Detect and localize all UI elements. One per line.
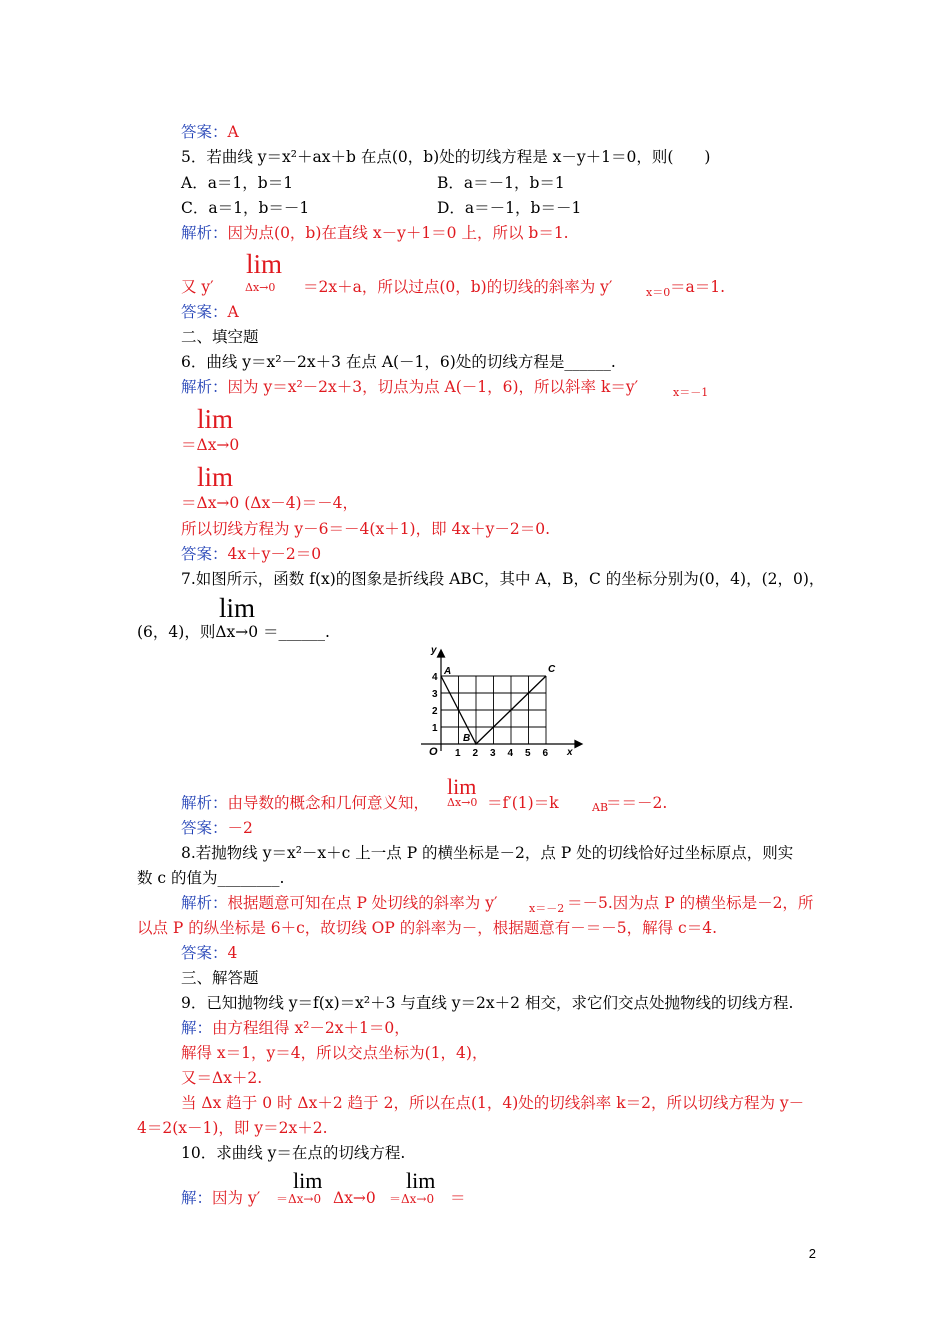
limit-subscript: ＝Δx→0 (276, 1192, 322, 1206)
limit-subscript: ＝Δx→0 (389, 1192, 435, 1206)
analysis-label: 解析： (181, 378, 228, 396)
analysis-7-tail2 (606, 793, 667, 813)
x-axis-label: x (567, 747, 573, 758)
answer-6 (181, 544, 321, 564)
question-9: 9．已知抛物线 y＝f(x)＝x²＋3 与直线 y＝2x＋2 相交，求它们交点处抛物线的切线方程. (181, 994, 794, 1012)
section-solution: 三、解答题 (181, 969, 259, 987)
analysis-text: ＝a＝1. (670, 278, 726, 296)
eval-subscript: x＝0 (646, 286, 671, 299)
solution-10-line1 (181, 1188, 260, 1208)
x-tick-label: 2 (472, 748, 479, 759)
solution-label: 解： (181, 1189, 213, 1207)
answer-8 (181, 943, 237, 963)
solution-text: ＝ (450, 1189, 466, 1207)
option-a: A．a＝1，b＝1 (181, 174, 294, 192)
analysis-5-line2 (181, 277, 214, 297)
analysis-8-line2: 以点 P 的纵坐标是 6＋c，故切线 OP 的斜率为－，根据题意有－＝－5，解得 c＝4. (137, 919, 718, 937)
analysis-label: 解析： (181, 224, 228, 242)
question-8-line1: 8.若抛物线 y＝x²－x＋c 上一点 P 的横坐标是－2，点 P 处的切线恰好过坐标原点，则实 (181, 844, 794, 862)
solution-10-tail (450, 1188, 466, 1208)
x-tick-label: 5 (525, 748, 531, 759)
solution-9-line5: 4＝2(x－1)，即 y＝2x＋2. (137, 1119, 328, 1137)
solution-label: 解： (181, 1019, 213, 1037)
limit-symbol: lim (197, 462, 234, 492)
limit-symbol: lim (447, 774, 477, 799)
limit-subscript: Δx→0 (245, 281, 276, 294)
y-tick-label: 1 (432, 723, 438, 734)
analysis-5-line2-tail (670, 277, 725, 297)
function-graph-figure (413, 643, 593, 761)
solution-9-line2: 解得 x＝1，y＝4，所以交点坐标为(1，4)， (181, 1044, 488, 1062)
answer-4 (181, 122, 239, 142)
analysis-5-line2-rest (303, 277, 612, 297)
option-c: C．a＝1，b＝－1 (181, 199, 310, 217)
analysis-text: 由导数的概念和几何意义知， (227, 794, 430, 812)
question-7-line1: 7.如图所示，函数 f(x)的图象是折线段 ABC，其中 A，B，C 的坐标分别为(0，4)，(2，0)， (181, 570, 825, 588)
analysis-7 (181, 793, 429, 813)
answer-label: 答案： (181, 819, 228, 837)
solution-9-line4: 当 Δx 趋于 0 时 Δx＋2 趋于 2，所以在点(1，4)处的切线斜率 k＝2，所以切线方程为 y－ (181, 1094, 805, 1112)
x-tick-label: 1 (455, 748, 461, 759)
answer-label: 答案： (181, 944, 228, 962)
analysis-label: 解析： (181, 794, 228, 812)
answer-label: 答案： (181, 545, 228, 563)
option-d: D．a＝－1，b＝－1 (437, 199, 582, 217)
limit-symbol: lim (293, 1168, 323, 1193)
analysis-6-line4: 所以切线方程为 y－6＝－4(x＋1)，即 4x＋y－2＝0. (181, 520, 551, 538)
page-number: 2 (808, 1246, 816, 1261)
analysis-5-line1 (181, 223, 569, 243)
answer-value: A (227, 303, 239, 321)
analysis-text: ＝＝－2. (606, 794, 668, 812)
point-a-label: A (444, 666, 452, 677)
slope-subscript: AB (592, 801, 609, 814)
y-tick-label: 4 (432, 672, 438, 683)
analysis-text: ＝2x＋a，所以过点(0，b)的切线的斜率为 y′ (303, 278, 613, 296)
answer-value: A (227, 123, 239, 141)
answer-value: 4x＋y－2＝0 (227, 545, 322, 563)
x-tick-label: 4 (507, 748, 514, 759)
answer-value: －2 (227, 819, 253, 837)
analysis-8-line1-tail (567, 893, 813, 913)
limit-symbol: lim (246, 249, 283, 279)
limit-symbol: lim (197, 404, 234, 434)
analysis-text: 因为 y＝x²－2x＋3，切点为点 A(－1，6)，所以斜率 k＝y′ (227, 378, 639, 396)
question-8-line2: 数 c 的值为________. (137, 869, 285, 887)
question-7-line2: (6，4)，则Δx→0 ＝______. (137, 623, 330, 641)
analysis-6-line2: ＝Δx→0 (181, 436, 240, 454)
option-b: B．a＝－1，b＝1 (437, 174, 565, 192)
limit-subscript: Δx→0 (447, 796, 478, 809)
origin-label: O (429, 746, 438, 758)
answer-value: 4 (227, 944, 238, 962)
solution-text: 由方程组得 x²－2x＋1＝0， (212, 1019, 410, 1037)
analysis-6-line3: ＝Δx→0 (Δx－4)＝－4， (181, 494, 358, 512)
question-6: 6．曲线 y＝x²－2x＋3 在点 A(－1，6)处的切线方程是______. (181, 353, 616, 371)
point-b-label: B (463, 733, 471, 744)
solution-text: Δx→0 (333, 1189, 376, 1207)
question-5: 5．若曲线 y＝x²＋ax＋b 在点(0，b)处的切线方程是 x－y＋1＝0，则( ) (181, 148, 711, 166)
analysis-7-tail (487, 793, 559, 813)
analysis-8-line1 (181, 893, 498, 913)
solution-10-mid (333, 1188, 376, 1208)
x-tick-label: 3 (490, 748, 496, 759)
y-tick-label: 3 (432, 689, 438, 700)
y-tick-label: 2 (432, 706, 438, 717)
eval-subscript: x＝－1 (673, 386, 709, 399)
analysis-text: ＝f′(1)＝k (487, 794, 559, 812)
analysis-text: 根据题意可知在点 P 处切线的斜率为 y′ (227, 894, 498, 912)
answer-label: 答案： (181, 123, 228, 141)
solution-9-line3: 又＝Δx＋2. (181, 1069, 263, 1087)
answer-label: 答案： (181, 303, 228, 321)
eval-subscript: x＝－2 (529, 902, 565, 915)
solution-9-line1 (181, 1018, 410, 1038)
analysis-label: 解析： (181, 894, 228, 912)
analysis-text: 因为点(0，b)在直线 x－y＋1＝0 上，所以 b＝1. (227, 224, 569, 242)
grid (441, 676, 546, 744)
solution-text: 因为 y′ (212, 1189, 261, 1207)
question-10: 10．求曲线 y＝在点的切线方程. (181, 1144, 406, 1162)
answer-5 (181, 302, 239, 322)
analysis-text: 又 y′ (181, 278, 214, 296)
y-axis-label: y (431, 645, 437, 656)
point-c-label: C (548, 664, 556, 675)
answer-7 (181, 818, 253, 838)
x-tick-label: 6 (542, 748, 549, 759)
analysis-text: ＝－5.因为点 P 的横坐标是－2，所 (567, 894, 814, 912)
limit-symbol: lim (219, 593, 256, 623)
analysis-6-line1 (181, 377, 638, 397)
limit-symbol: lim (406, 1168, 436, 1193)
section-fill-blank: 二、填空题 (181, 328, 259, 346)
